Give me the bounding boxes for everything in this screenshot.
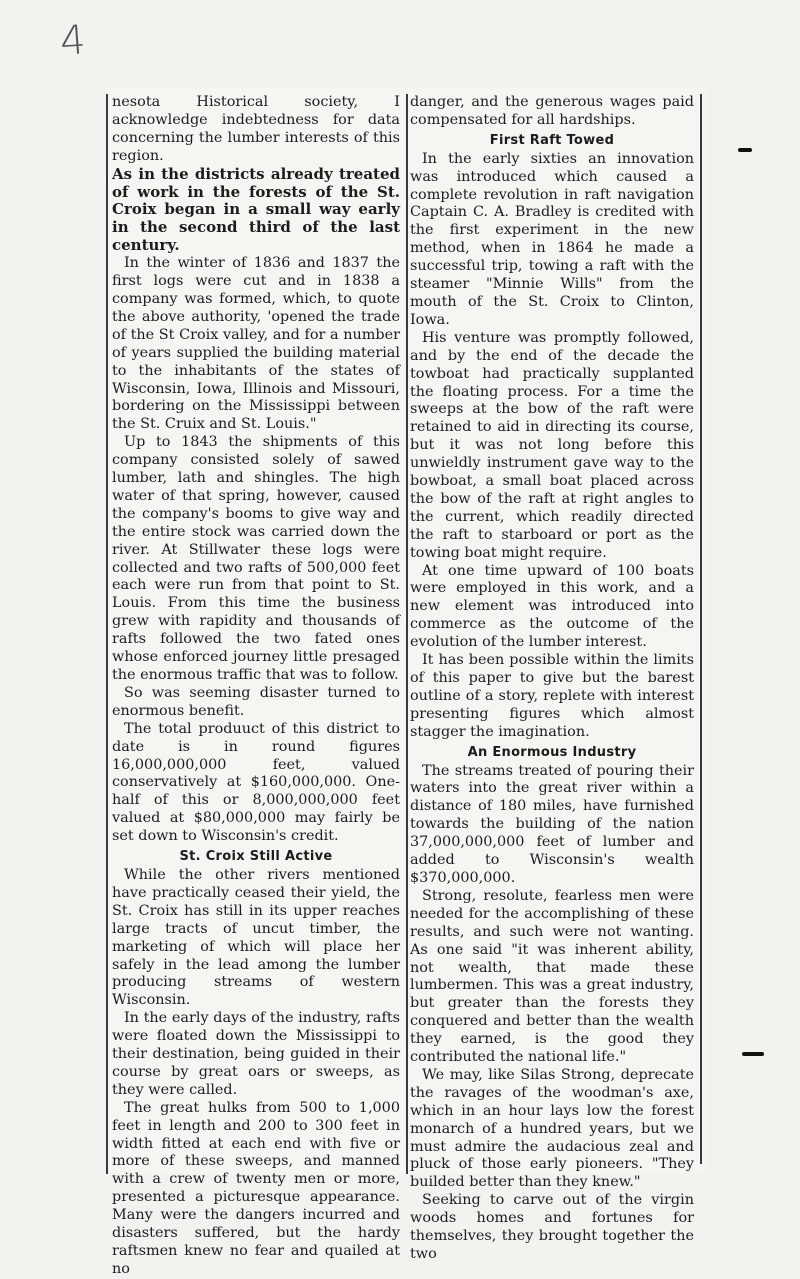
paragraph: We may, like Silas Strong, deprecate the ravages of the woodman's axe, which in an hour lays low the forest monarch of a hundred years, but we must admire the audacious zeal and pluck of those early pioneers. "They builded better than they knew." (410, 1066, 694, 1191)
paragraph: So was seeming disaster turned to enormous benefit. (112, 684, 400, 719)
paragraph: It has been possible within the limits of this paper to give but the barest outline of a story, replete with interest presenting figures which almost stagger the imagination. (410, 652, 694, 740)
paragraph: The total produuct of this district to date is in round figures 16,000,000,000 feet, valued conservatively at $160,000,000. One-half of this or 8,000,000,000 feet valued at $80,000,000 may fairly be set down to Wisconsin's credit. (112, 720, 400, 845)
handwritten-page-number: 4 (58, 17, 88, 65)
paragraph: danger, and the generous wages paid compensated for all hardships. (410, 94, 694, 128)
paragraph: At one time upward of 100 boats were employed in this work, and a new element was introduced into commerce as the outcome of the evolution of the lumber interest. (410, 562, 694, 651)
section-heading: First Raft Towed (489, 132, 615, 148)
column-rule-left (106, 94, 108, 1174)
paragraph: The great hulks from 500 to 1,000 feet in length and 200 to 300 feet in width fitted at each end with five or more of these sweeps, and manned with a crew of twenty men or more, presented a picturesque appearance. Many were the dangers incurred and disasters suffered, but the hardy raftsmen knew no fear and quailed at no (112, 1099, 400, 1277)
right-text-column (410, 94, 694, 1264)
paragraph: Strong, resolute, fearless men were needed for the accomplishing of these results, and such were not wanting. As one said "it was inherent ability, not wealth, that made these lumbermen. This was a great industry, but greater than the forests they conquered and better than the wealth they earned, is the good they contributed the national life." (410, 887, 694, 1066)
paragraph: In the early sixties an innovation was introduced which caused a complete revolution in raft navigation Captain C. A. Bradley is credited with the first experiment in the new method, when in 1864 he made a successful trip, towing a raft with the steamer "Minnie Wills" from the mouth of the St. Croix to Clinton, Iowa. (410, 150, 694, 328)
column-rule-middle (406, 94, 408, 1174)
paragraph: The streams treated of pouring their waters into the great river within a distance of 180 miles, have furnished towards the building of the nation 37,000,000,000 feet of lumber and added to Wisconsin's wealth $370,000,000. (410, 762, 694, 886)
paragraph: As in the districts already treated of work in the forests of the St. Croix began in a small way early in the second third of the last century. (112, 164, 400, 255)
section-heading: St. Croix Still Active (179, 849, 333, 865)
paragraph: In the early days of the industry, rafts were floated down the Mississippi to their destination, being guided in their course by great oars or sweeps, as they were called. (112, 1010, 400, 1098)
scan-mark-bottom (742, 1052, 764, 1056)
paragraph: While the other rivers mentioned have practically ceased their yield, the St. Croix has still in its upper reaches large tracts of uncut timber, the marketing of which will place her safely in the lead among the lumber producing streams of western Wisconsin. (112, 866, 400, 1009)
paragraph: His venture was promptly followed, and by the end of the decade the towboat had practically supplanted the floating process. For a time the sweeps at the bow of the raft were retained to aid in directing its course, but it was not long before this unwieldly instrument gave way to the bowboat, a small boat placed across the bow of the raft at right angles to the current, which readily directed the raft to starboard or port as the towing boat might require. (410, 329, 694, 561)
paragraph: Seeking to carve out of the virgin woods homes and fortunes for themselves, they brought together the two (410, 1192, 694, 1262)
section-heading: An Enormous Industry (467, 744, 637, 760)
paragraph: Up to 1843 the shipments of this company consisted solely of sawed lumber, lath and shingles. The high water of that spring, however, caused the company's booms to give way and the entire stock was carried down the river. At Stillwater these logs were collected and two rafts of 500,000 feet each were run from that point to St. Louis. From this time the business grew with rapidity and thousands of rafts followed the two fated ones whose enforced journey little presaged the enormous traffic that was to follow. (112, 434, 400, 683)
paragraph: In the winter of 1836 and 1837 the first logs were cut and in 1838 a company was formed, which, to quote the above authority, 'opened the trade of the St Croix valley, and for a number of years supplied the building material to the inhabitants of the states of Wisconsin, Iowa, Illinois and Missouri, bordering on the Mississippi between the St. Cruix and St. Louis." (112, 255, 400, 433)
scan-mark-top (738, 148, 752, 152)
paragraph: nesota Historical society, I acknowledge indebtedness for data concerning the lumber interests of this region. (112, 94, 400, 164)
left-text-column (112, 94, 400, 1279)
column-rule-right (700, 94, 702, 1164)
